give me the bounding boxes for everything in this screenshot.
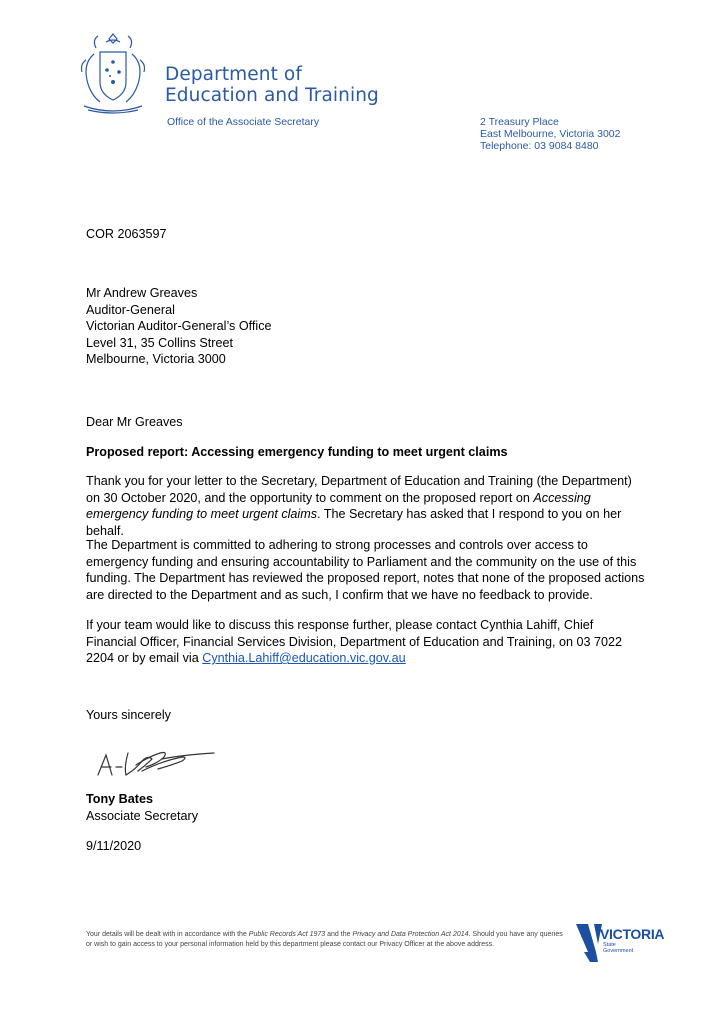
address-line-street: 2 Treasury Place xyxy=(480,116,559,128)
recipient-title: Auditor-General xyxy=(86,302,175,317)
closing: Yours sincerely xyxy=(86,708,171,722)
privacy-act: Privacy and Data Protection Act 2014 xyxy=(352,931,469,938)
paragraph-2: The Department is committed to adhering to strong processes and controls over access to emergency funding and ensuring accountability to Parliament and the community on the use of this funding. The Department has reviewed the proposed report, notes that none of the proposed actions are directed to the Department and as such, I confirm that we have no feedback to provide. xyxy=(86,538,645,602)
privacy-notice xyxy=(86,930,566,949)
recipient-organisation: Victorian Auditor-General’s Office xyxy=(86,319,272,333)
public-records-act: Public Records Act 1973 xyxy=(248,931,326,938)
paragraph-3 xyxy=(86,617,646,667)
department-name-line-1: Department of xyxy=(165,64,302,85)
letter-date: 9/11/2020 xyxy=(86,839,142,853)
contact-email-link[interactable]: Cynthia.Lahiff@education.vic.gov.au xyxy=(202,651,406,665)
privacy-notice-text-c: . Should you have any queries or wish to gain access to your personal information held by this department please contact our Privacy Officer at the above address. xyxy=(86,931,563,948)
privacy-notice-text-b: and the xyxy=(325,931,353,938)
victoria-wordmark: VICTORIA xyxy=(600,926,665,942)
department-name-line-2: Education and Training xyxy=(165,85,379,106)
paragraph-1 xyxy=(86,473,646,539)
paragraph-3-text: If your team would like to discuss this response further, please contact Cynthia Lahiff, Chief Financial Officer, Financial Services Division, Department of Education and Training, on 03 7022 2204 or by email via xyxy=(86,618,622,665)
privacy-notice-text-a: Your details will be dealt with in accordance with the xyxy=(86,931,249,938)
paragraph-1-text-a: Thank you for your letter to the Secretary, Department of Education and Training (the Department) on 30 October 2020, and the opportunity to comment on the proposed report on xyxy=(86,474,632,505)
signatory-name: Tony Bates xyxy=(86,792,153,806)
victoria-logo-government: Government xyxy=(603,948,634,954)
reference-number: COR 2063597 xyxy=(86,227,167,241)
recipient-address-line-1: Level 31, 35 Collins Street xyxy=(86,335,234,350)
signatory-title: Associate Secretary xyxy=(86,809,198,823)
salutation: Dear Mr Greaves xyxy=(86,415,183,429)
coat-of-arms-icon xyxy=(76,30,150,114)
signature-image xyxy=(92,745,222,785)
recipient-address-line-2: Melbourne, Victoria 3000 xyxy=(86,352,226,366)
letter-subject: Proposed report: Accessing emergency funding to meet urgent claims xyxy=(86,445,508,459)
victoria-logo-state: State xyxy=(603,942,616,948)
paragraph-1-text-b: . The Secretary has asked that I respond to you on her behalf. xyxy=(86,507,622,538)
victoria-logo-subtitle xyxy=(603,942,633,954)
office-name: Office of the Associate Secretary xyxy=(167,116,320,128)
recipient-name: Mr Andrew Greaves xyxy=(86,286,198,300)
address-line-telephone: Telephone: 03 9084 8480 xyxy=(480,140,599,152)
address-line-suburb: East Melbourne, Victoria 3002 xyxy=(480,128,621,140)
report-title: Accessing emergency funding to meet urgent claims xyxy=(86,490,591,521)
